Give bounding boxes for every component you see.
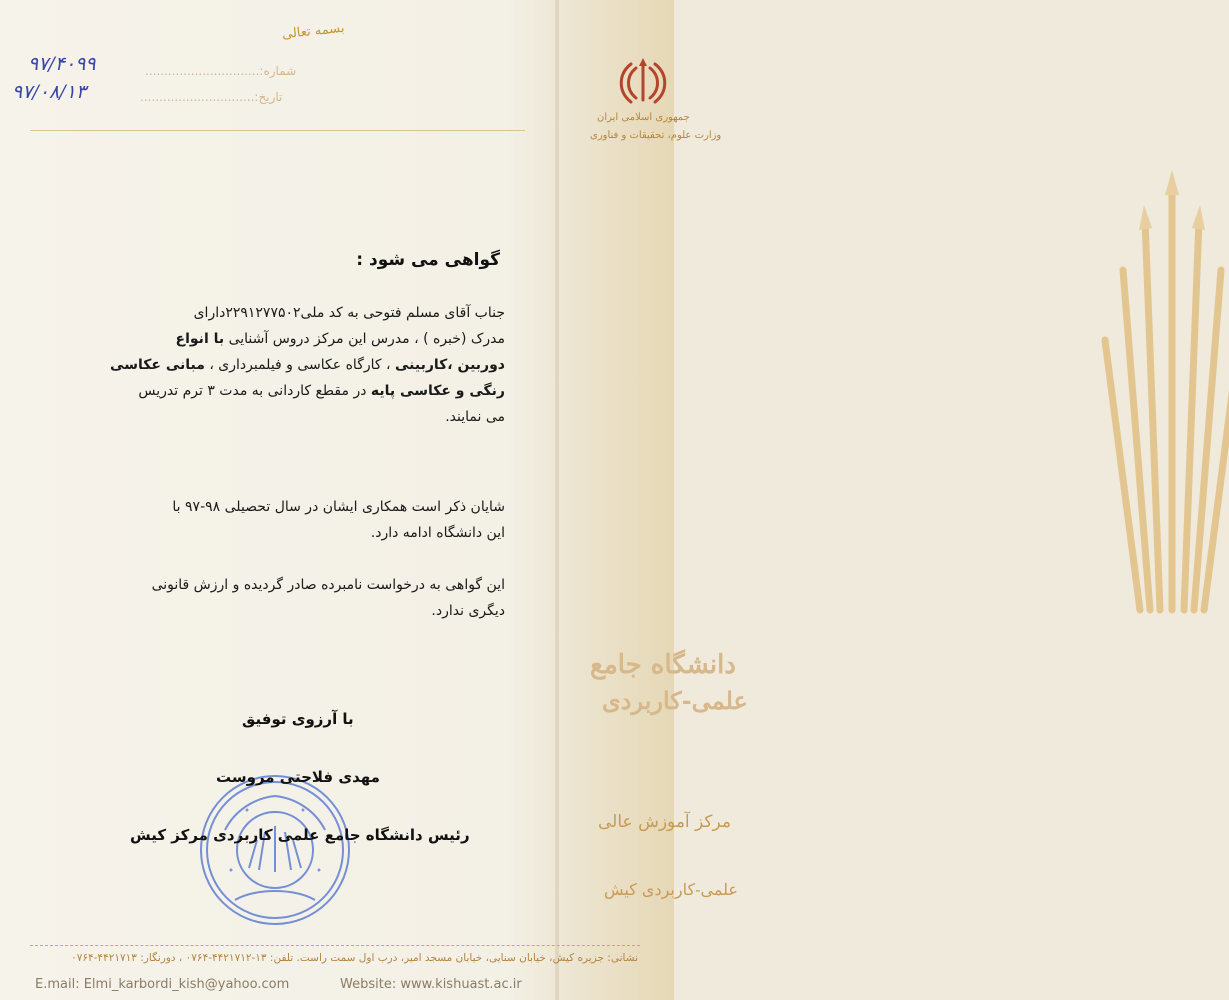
paragraph-cooperation-line-1: شایان ذکر است همکاری ایشان در سال تحصیلی ۹۸-۹۷ با [172,499,505,515]
page-fold-shadow [555,0,559,1000]
certificate-heading: گواهی می شود : [356,250,500,270]
paragraph-cooperation [95,494,505,546]
text-run-bold: دوربین ،کاربینی [394,357,505,373]
footer-email: E.mail: Elmi_karbordi_kish@yahoo.com [35,977,290,992]
iran-emblem-icon [618,56,668,106]
sunburst-logo-watermark [1115,150,1229,620]
official-stamp [195,770,355,930]
bismillah-heading: بسمه تعالی [281,20,346,43]
paragraph-legal-note [95,572,505,624]
text-run-bold: رنگی و عکاسی پایه [370,383,505,399]
institution-line-2: وزارت علوم، تحقیقات و فناوری [590,130,722,141]
band-university-name-1: دانشگاه جامع [590,650,736,680]
paragraph-main-line-3 [95,352,505,378]
paragraph-main-line-1: جناب آقای مسلم فتوحی به کد ملی۲۲۹۱۲۷۷۵۰۲دارای [193,305,505,321]
paragraph-main-line-5: می نمایند. [445,409,505,425]
closing-wish: با آرزوی توفیق [242,710,354,728]
paragraph-cooperation-line-2: این دانشگاه ادامه دارد. [370,525,505,541]
footer-website: Website: www.kishuast.ac.ir [340,977,522,992]
band-center-name-2: علمی-کاربردی کیش [604,880,738,899]
text-run-bold: با انواع [175,331,225,347]
letterhead-band [555,0,674,1000]
header-divider [30,130,525,131]
text-run: ، کارگاه عکاسی و فیلمبرداری ، [204,357,395,373]
number-label: شماره:.............................. [145,64,297,78]
text-run-bold: مبانی عکاسی [110,357,205,373]
band-university-name-2: علمی-کاربردی [602,686,748,715]
paragraph-main [95,300,505,430]
letter-number: ۹۷/۴۰۹۹ [28,53,96,75]
footer-divider [30,945,640,946]
institution-line-1: جمهوری اسلامی ایران [597,112,690,123]
letter-date: ۹۷/۰۸/۱۳ [12,81,87,103]
date-label: تاریخ:.............................. [140,90,283,104]
text-run: مدرک (خبره ) ، مدرس این مرکز دروس آشنایی [224,331,505,347]
paragraph-main-line-2 [95,326,505,352]
band-center-name-1: مرکز آموزش عالی [598,812,732,832]
paragraph-legal-line-1: این گواهی به درخواست نامبرده صادر گردیده و ارزش قانونی [151,577,505,593]
signatory-title: رئیس دانشگاه جامع علمی کاربردی مرکز کیش [130,826,470,844]
signatory-name: مهدی فلاحتی مروست [216,768,380,786]
text-run: در مقطع کاردانی به مدت ۳ ترم تدریس [138,383,371,399]
paragraph-legal-line-2: دیگری ندارد. [431,603,505,619]
footer-address: نشانی: جزیره کیش، خیابان سنایی، خیابان مسجد امیر، درب اول سمت راست. تلفن: ۱۳-۴۴۲۱۷۱۲-۰۷۶۴ ، دورنگار: ۴۴۲۱۷۱۳-۰۷۶۴ [71,952,638,964]
paragraph-main-line-4 [95,378,505,404]
